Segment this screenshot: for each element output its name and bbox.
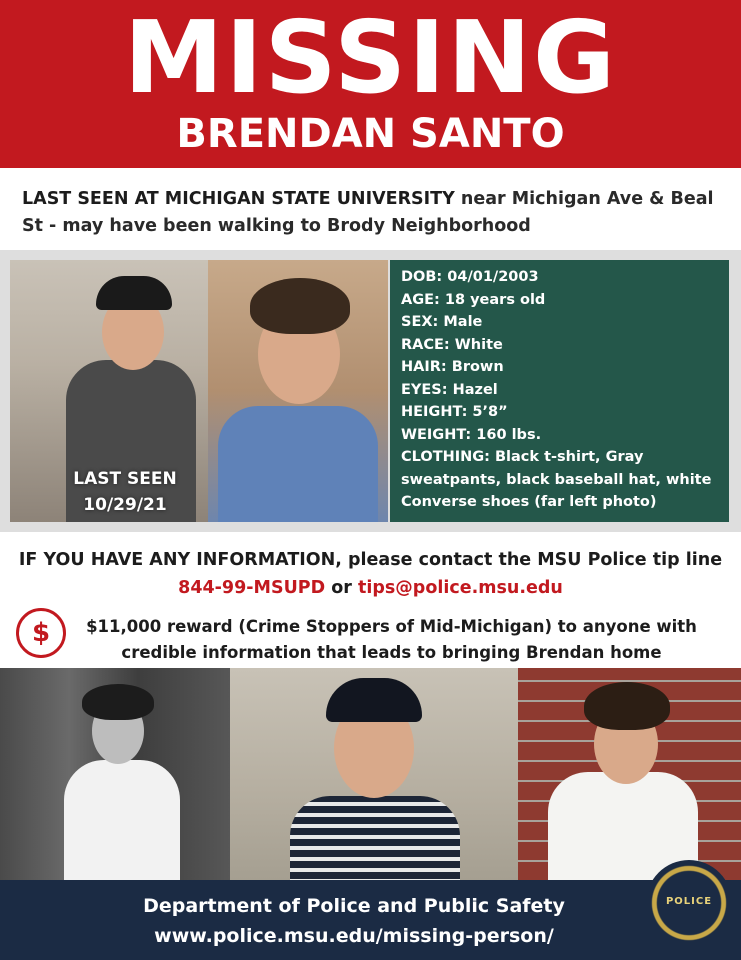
last-seen-photo	[10, 260, 208, 522]
information-section	[0, 532, 741, 668]
detail-clothing: CLOTHING: Black t-shirt, Gray sweatpants, black baseball hat, white Converse shoes (far left photo)	[401, 449, 712, 510]
detail-sex: SEX: Male	[401, 314, 483, 330]
detail-height: HEIGHT: 5’8”	[401, 404, 508, 420]
last-seen-location-detail: near Michigan Ave & Beal St - may have been walking to Brody Neighborhood	[22, 189, 714, 236]
tip-email-link[interactable]: tips@police.msu.edu	[357, 578, 563, 598]
last-seen-location	[0, 168, 741, 250]
reward-text: $11,000 reward (Crime Stoppers of Mid-Michigan) to anyone with credible information that leads to bringing Brendan home	[86, 617, 697, 662]
last-seen-caption-label: LAST SEEN	[73, 469, 177, 489]
detail-dob: DOB: 04/01/2003	[401, 269, 539, 285]
portrait-photo	[208, 260, 388, 522]
black-white-photo	[0, 668, 230, 880]
photo-band	[0, 250, 741, 532]
department-name: Department of Police and Public Safety	[143, 895, 565, 917]
contact-lead: IF YOU HAVE ANY INFORMATION,	[18, 550, 342, 570]
hat-portrait-photo	[230, 668, 518, 880]
missing-person-name: BRENDAN SANTO	[176, 111, 565, 157]
bottom-photo-strip	[0, 668, 741, 880]
contact-mid: please contact the MSU Police tip line	[341, 550, 723, 570]
police-badge-icon	[646, 860, 732, 946]
last-seen-location-strong: LAST SEEN AT MICHIGAN STATE UNIVERSITY	[22, 189, 455, 209]
detail-weight: WEIGHT: 160 lbs.	[401, 426, 542, 443]
contact-or: or	[325, 578, 358, 598]
brick-wall-photo	[518, 668, 741, 880]
badge-label: POLICE	[665, 896, 713, 907]
physical-description	[390, 260, 729, 522]
tip-line-phone[interactable]: 844-99-MSUPD	[178, 578, 326, 598]
contact-instructions	[0, 546, 741, 602]
detail-age: AGE: 18 years old	[401, 291, 546, 308]
last-seen-caption-date: 10/29/21	[83, 495, 167, 515]
detail-race: RACE: White	[401, 336, 503, 353]
footer	[0, 880, 741, 960]
dollar-icon: $	[16, 608, 66, 658]
detail-eyes: EYES: Hazel	[401, 381, 498, 398]
detail-hair: HAIR: Brown	[401, 359, 504, 375]
last-seen-caption	[60, 466, 190, 518]
missing-person-url[interactable]: www.police.msu.edu/missing-person/	[154, 925, 554, 947]
missing-header	[0, 0, 741, 168]
poster-title: MISSING	[123, 0, 618, 116]
